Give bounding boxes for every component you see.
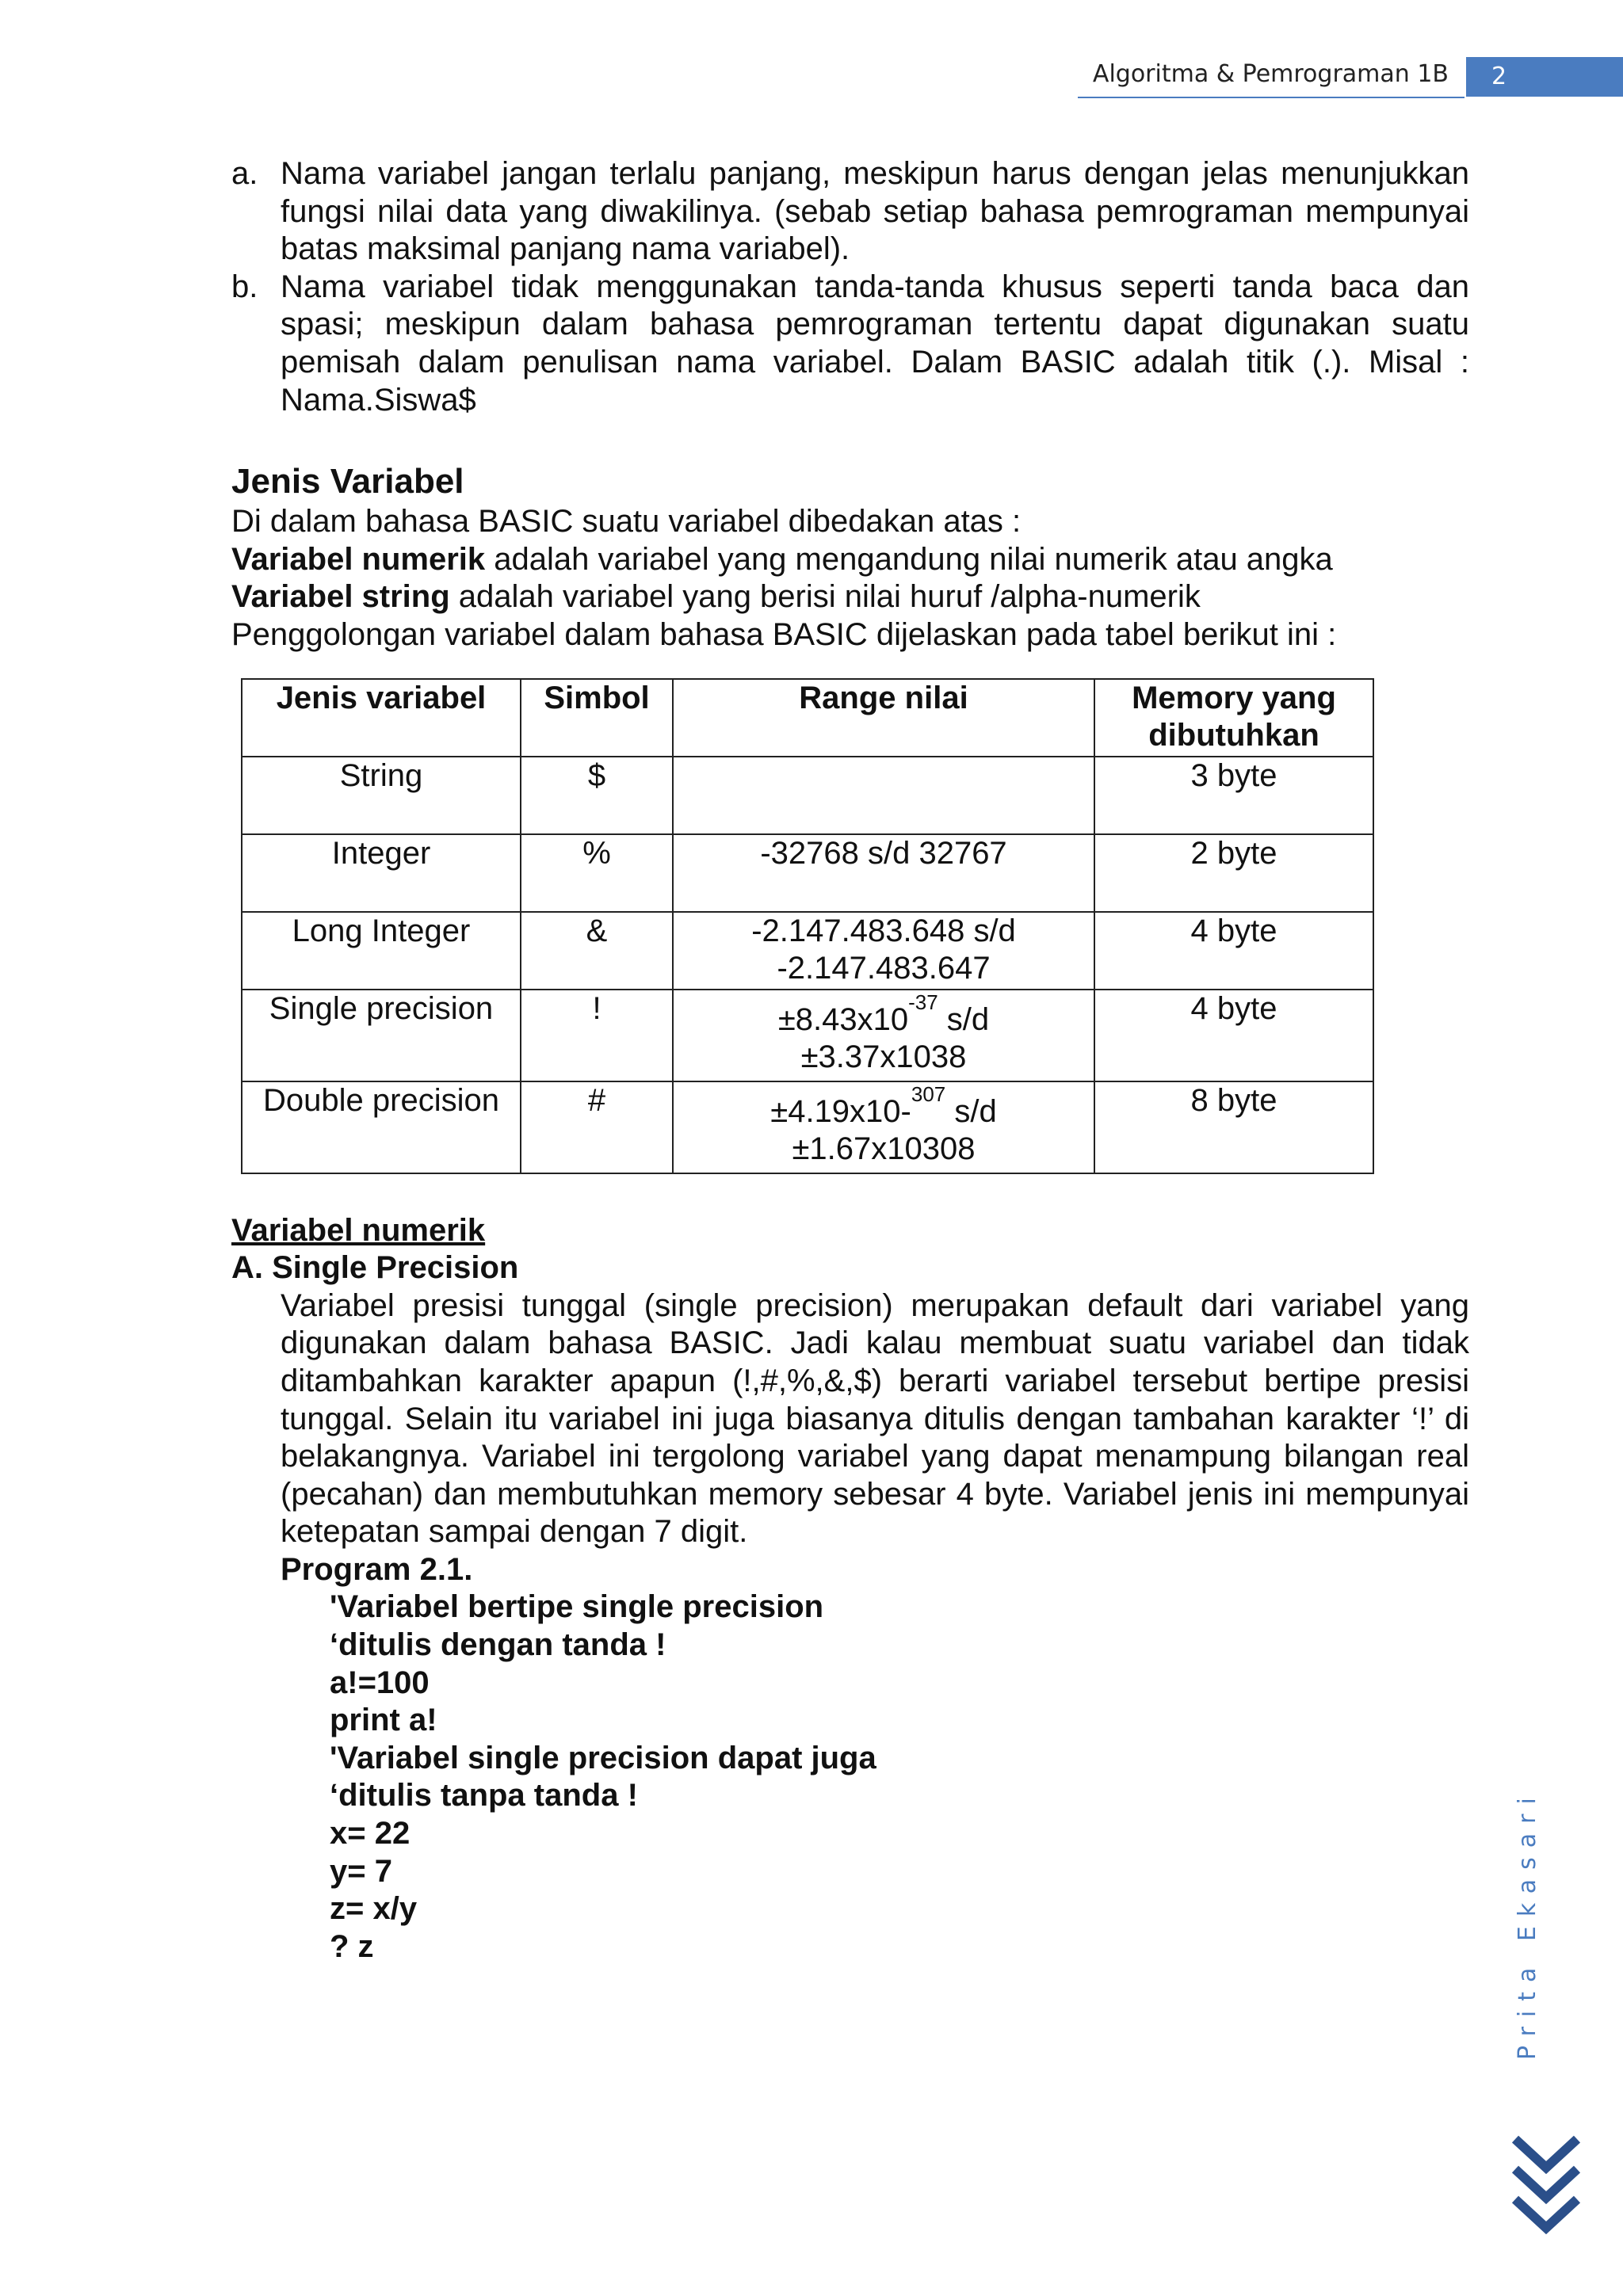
code-line: ‘ditulis tanpa tanda !: [330, 1778, 638, 1814]
code-line: y= 7: [330, 1853, 392, 1889]
cell-memory: 4 byte: [1094, 990, 1373, 1081]
chevron-down-icon: [1510, 2131, 1582, 2234]
cell-jenis: Integer: [242, 834, 521, 912]
cell-range: [673, 1081, 1094, 1173]
list-marker: a.: [231, 156, 258, 191]
cell-range: -32768 s/d 32767: [673, 834, 1094, 912]
table-row: [242, 1081, 1373, 1173]
single-precision-paragraph: Variabel presisi tunggal (single precision) merupakan default dari variabel yang digunakan dalam bahasa BASIC. Jadi kalau membuat suatu variabel dan tidak ditambahkan karakter apapun (!,#,%,&,$) berarti variabel tersebut bertipe presisi tunggal. Selain itu variabel ini juga biasanya ditulis dengan tambahan karakter ‘!’ di belakangnya. Variabel ini tergolong variabel yang dapat menampung bilangan real (pecahan) dan membutuhkan memory sebesar 4 byte. Variabel jenis ini mempunyai ketepatan sampai dengan 7 digit.: [281, 1287, 1469, 1550]
cell-jenis: Double precision: [242, 1081, 521, 1173]
header-jenis: Jenis variabel: [242, 679, 521, 757]
jenis-intro: Di dalam bahasa BASIC suatu variabel dibedakan atas :: [231, 504, 1022, 540]
page-number: 2: [1466, 57, 1623, 97]
numerik-definition: [231, 541, 1469, 579]
code-line: x= 22: [330, 1816, 411, 1852]
cell-range: [673, 912, 1094, 990]
author-vertical-text: Prita Ekasari: [1514, 1788, 1541, 2060]
table-intro: Penggolongan variabel dalam bahasa BASIC dijelaskan pada tabel berikut ini :: [231, 616, 1337, 652]
list-item: [231, 269, 1469, 419]
numerik-desc: adalah variabel yang mengandung nilai numerik atau angka: [485, 541, 1333, 577]
cell-memory: 8 byte: [1094, 1081, 1373, 1173]
cell-jenis: String: [242, 757, 521, 834]
range-exponent: -37: [908, 990, 938, 1014]
cell-jenis: Single precision: [242, 990, 521, 1081]
main-content: [231, 155, 1469, 1966]
single-precision-heading: A. Single Precision: [231, 1250, 519, 1286]
header-range: Range nilai: [673, 679, 1094, 757]
string-definition: [231, 578, 1469, 616]
range-sd: s/d: [938, 1001, 990, 1037]
table-header-row: [242, 679, 1373, 757]
cell-jenis: Long Integer: [242, 912, 521, 990]
variable-table: [241, 678, 1374, 1174]
range-main: ±4.19x10-: [770, 1093, 911, 1129]
header-title: Algoritma & Pemrograman 1B: [1092, 60, 1449, 88]
cell-simbol: !: [521, 990, 673, 1081]
cell-memory: 2 byte: [1094, 834, 1373, 912]
program-label: Program 2.1.: [281, 1551, 473, 1587]
header-simbol: Simbol: [521, 679, 673, 757]
code-line: ‘ditulis dengan tanda !: [330, 1627, 666, 1663]
cell-simbol: $: [521, 757, 673, 834]
list-marker: b.: [231, 269, 258, 304]
range-line-2: ±3.37x1038: [800, 1039, 967, 1075]
section-heading: Jenis Variabel: [231, 462, 464, 502]
cell-simbol: %: [521, 834, 673, 912]
code-block: [231, 1589, 1469, 1966]
string-desc: adalah variabel yang berisi nilai huruf /alpha-numerik: [449, 579, 1201, 615]
code-line: 'Variabel single precision dapat juga: [330, 1740, 876, 1775]
code-line: a!=100: [330, 1665, 430, 1700]
header-rule: [1078, 97, 1465, 98]
header-memory: Memory yang dibutuhkan: [1094, 679, 1373, 757]
list-item: [231, 155, 1469, 269]
code-line: 'Variabel bertipe single precision: [330, 1589, 824, 1625]
table-row: [242, 757, 1373, 834]
range-main: ±8.43x10: [777, 1001, 909, 1037]
string-term: Variabel string: [231, 579, 450, 615]
range-line-2: -2.147.483.647: [777, 951, 991, 986]
cell-simbol: #: [521, 1081, 673, 1173]
numerik-term: Variabel numerik: [231, 541, 486, 577]
range-line-2: ±1.67x10308: [792, 1131, 976, 1167]
table-row: [242, 990, 1373, 1081]
code-line: print a!: [330, 1703, 437, 1738]
range-exponent: 307: [911, 1081, 946, 1106]
list-item-text: Nama variabel jangan terlalu panjang, meskipun harus dengan jelas menunjukkan fungsi nilai data yang diwakilinya. (sebab setiap bahasa pemrograman mempunyai batas maksimal panjang nama variabel).: [281, 156, 1469, 267]
table-row: [242, 912, 1373, 990]
cell-range: [673, 757, 1094, 834]
range-sd: s/d: [945, 1093, 997, 1129]
range-line-1: -2.147.483.648 s/d: [751, 913, 1016, 948]
range-line-1: [682, 1081, 1086, 1131]
cell-simbol: &: [521, 912, 673, 990]
code-line: ? z: [330, 1928, 374, 1964]
cell-memory: 4 byte: [1094, 912, 1373, 990]
table-row: [242, 834, 1373, 912]
list-item-text: Nama variabel tidak menggunakan tanda-tanda khusus seperti tanda baca dan spasi; meskipun dalam bahasa pemrograman tertentu dapat digunakan suatu pemisah dalam penulisan nama variabel. Dalam BASIC adalah titik (.). Misal : Nama.Siswa$: [281, 269, 1469, 418]
cell-range: [673, 990, 1094, 1081]
cell-memory: 3 byte: [1094, 757, 1373, 834]
numerik-heading: Variabel numerik: [231, 1212, 486, 1248]
code-line: z= x/y: [330, 1891, 418, 1927]
range-line-1: [682, 990, 1086, 1039]
